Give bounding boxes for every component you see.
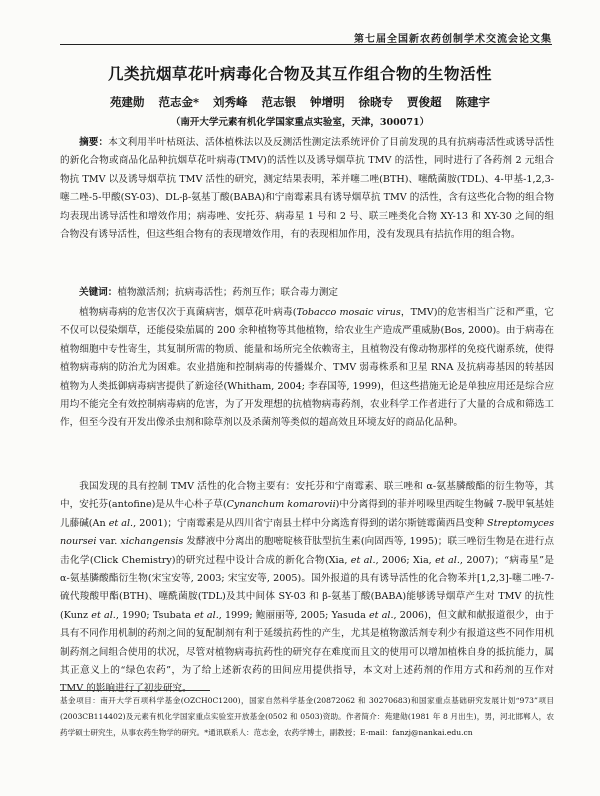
abstract-label: 摘要： [79,137,109,148]
text-run: 发酵液中分离出的胞嘧啶核苷肽型抗生素(向固西等, 1995)；联三唑衍生物是在进行点击化学(Click Chemistry)的研究过程中设计合成的新化合物(Xia, [60,536,554,566]
paper-title: 几类抗烟草花叶病毒化合物及其互作组合物的生物活性 [107,65,492,83]
abstract-text: 本文利用半叶枯斑法、活体植株法以及反测活性测定法系统评价了目前发现的具有抗病毒活性或诱导活性的新化合物或商品化品种抗烟草花叶病毒(TMV)的活性以及诱导烟草抗 TMV 的活性，同时进行了各药剂 2 元组合物抗 TMV 以及诱导烟草抗 TMV 活性的研究，测定结果表明，苯并噻二唑(BTH)、噻酰菌胺(TDL)、4-甲基-1,2,3-噻二唑-5-甲酸(SY-03)、DL-β-氨基丁酸(BABA)和宁南霉素具有诱导烟草抗 TMV 的活性，含有这些化合物的组合物均表现出诱导活性和增效作用；病毒唑、安托芬、病毒星 1 号和 2 号、联三唑类化合物 XY-13 和 XY-30 之间的组合物没有诱导活性，但这些组合物有的表现增效作用，有的表现相加作用，没有发现具有拮抗作用的组合物。 [60,137,555,241]
species-name: xichangensis [120,536,184,548]
text-run: , 2006; Xia, [375,554,436,566]
et-al: et al. [91,609,116,621]
et-al: et al. [350,554,376,566]
header-rule [60,44,552,45]
author: 范志金* [158,95,199,109]
text-run: , 2007)；“病毒星”是 α-氨基膦酸酯衍生物(宋宝安等, 2003; 宋宝安等, 2005)。国外报道的具有诱导活性的化合物苯并[1,2,3]-噻二唑-7-硫代羧酸甲酯(BTH)、噻酰菌胺(TDL)及其中间体 SY-03 和 β-氨基丁酸(BABA)能够诱导烟草产生对 TMV 的抗性(Kunz [60,554,555,621]
text-run: var. [96,536,121,548]
abstract [60,134,554,244]
text-run: ，TMV)的危害相当广泛和严重，它不仅可以侵染烟草，还能侵染茄属的 200 余种植物等其他植物，给农业生产造成严重威胁(Bos, 2000)。由于病毒在植物细胞中专性寄生，其复制所需的物质、能量和场所完全依赖寄主，且植物没有像动物那样的免疫代谢系统，使得植物病毒病的防治尤为困难。农业措施和控制病毒的传播媒介、TMV 弱毒株系和卫星 RNA 及抗病毒基因的转基因植物为人类抵御病毒病害提供了新途径(Whitham, 2004; 李春国等, 1999)，但这些措施无论是单独应用还是综合应用均不能完全有效控制病毒病的危害，为了开发理想的抗植物病毒药剂，农业科学工作者进行了大量的合成和筛选工作，但至今没有开发出像杀虫剂和除草剂以及杀菌剂等类似的超高效且环境友好的商品化品种。 [60,307,554,429]
running-head: 第七届全国新农药创制学术交流会论文集 [354,34,552,45]
author: 陈建宇 [455,95,491,109]
text-run: , 1999; 鲍丽丽等, 2005; Yasuda [218,609,369,621]
keywords-label: 关键词： [79,287,118,298]
keywords [60,284,554,302]
author: 范志银 [261,95,296,109]
species-name: Tobacco mosaic virus [296,307,401,318]
species-name: Cynanchum komarovii [226,499,336,511]
species-name: Streptomyces noursei [60,517,554,548]
author: 徐晓专 [358,95,394,109]
text-run: )中分离得到的菲并吲哚里西啶生物碱 7-脱甲氧基娃儿藤碱(An [60,499,554,529]
et-al: et al. [108,517,134,529]
text-run: , 2006)，但文献和献报道很少，由于具有不同作用机制的药剂之间的复配制剂有利于延缓抗药性的产生，尤其是植物激活剂专利少有报道这些不同作用机制药剂之间组合使用的状况，尽管对植物病毒抗药性的研究存在难度而且文的使用可以增加植株自身的抵抗能力，属其正意义上的“绿色农药”，为了给上述新农药的田间应用提供指导，本文对上述药剂的作用方式和药剂的互作对 TMV 的影响进行了初步研究。 [60,609,554,695]
author: 钟增明 [310,95,345,109]
author: 苑建勋 [109,95,145,109]
affiliation: （南开大学元素有机化学国家重点实验室，天津，300071） [170,117,430,128]
text-run: 植物病毒病的危害仅次于真菌病害，烟草花叶病毒( [79,307,297,318]
keywords-text: 植物激活剂；抗病毒活性；药剂互作；联合毒力测定 [117,287,339,298]
body-paragraph-2 [60,478,554,699]
author: 刘秀峰 [212,95,248,109]
text-run: 我国发现的具有控制 TMV 活性的化合物主要有：安托芬和宁南霉素、联三唑和 α-氨基膦酸酯的衍生物等，其中，安托芬(antofine)是从牛心朴子草( [60,481,554,511]
text-run: , 2001)；宁南霉素是从四川省宁南县土样中分离选育得到的诺尔斯链霉菌西昌变种 [133,517,488,529]
author: 贾俊超 [407,95,442,109]
footnote: 基金项目：南开大学百项科学基金(OZCH0C1200)，国家自然科学基金(20872062 和 30270683)和国家重点基础研究发展计划“973”项目(2003CB114402)及元素有机化学国家重点实验室开放基金(0502 和 0503)资助。作者简介：苑建勋(1981 年 8 月出生)，男，河北邯郸人，农药学硕士研究生，从事农药生物学的研究。*通讯联系人：范志金，农药学博士，副教授；E-mail：fanzj@nankai.edu.cn [60,696,554,737]
et-al: et al. [369,609,394,621]
et-al: et al. [435,554,460,566]
author-list [40,94,560,110]
body-paragraph-1 [60,304,554,433]
text-run: , 1990; Tsubata [115,609,195,621]
footnote-rule [60,690,210,691]
et-al: et al. [194,609,219,621]
